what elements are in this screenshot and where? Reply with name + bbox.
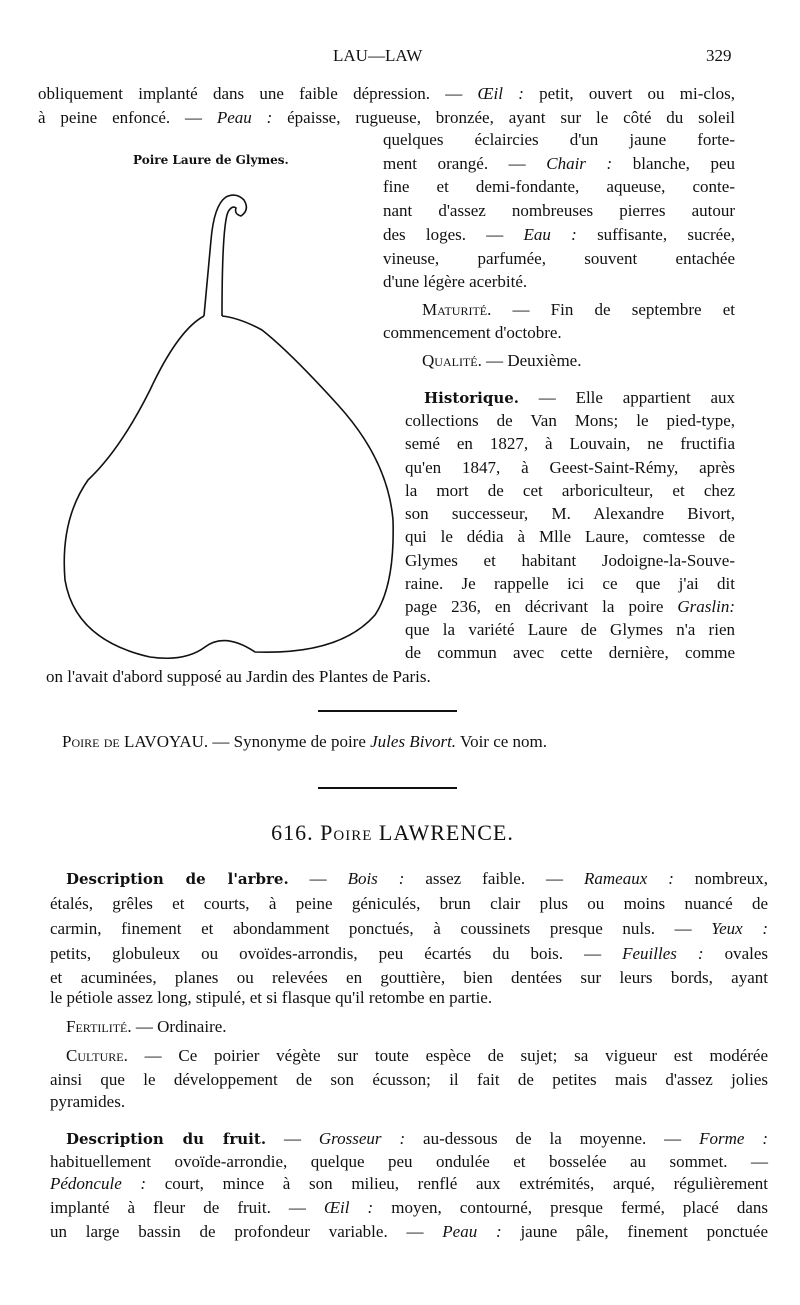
figure-caption: Poire Laure de Glymes. <box>133 153 289 167</box>
text-run: à peine enfoncé. — <box>38 108 217 127</box>
text-run: — Deuxième. <box>481 351 582 370</box>
text-line <box>38 108 735 128</box>
text-line <box>405 504 735 524</box>
text-run: suffisante, sucrée, <box>576 225 736 244</box>
small-caps-label: Maturité. <box>422 300 492 319</box>
text-line <box>383 154 735 174</box>
text-line <box>405 527 735 547</box>
text-line <box>66 869 768 889</box>
text-run: pyramides. <box>50 1092 126 1111</box>
text-run: jaune pâle, finement ponctuée <box>501 1222 768 1241</box>
section-title <box>0 820 785 846</box>
small-caps-label: Fertilité. <box>66 1017 132 1036</box>
pear-outline <box>64 316 393 658</box>
text-run: court, mince à son milieu, renflé aux extrémités, arqué, régulièrement <box>146 1174 768 1193</box>
text-run: Glymes et habitant Jodoigne-la-Souve- <box>405 551 735 570</box>
pear-stem <box>204 195 246 316</box>
italic-term: Yeux : <box>711 919 768 938</box>
text-line <box>66 1017 466 1037</box>
text-line <box>383 249 735 269</box>
italic-term: Pédoncule : <box>50 1174 147 1193</box>
text-run: Voir ce nom. <box>456 732 548 751</box>
italic-term: Jules Bivort. <box>370 732 457 751</box>
text-run: — Ce poirier végète sur toute espèce de sujet; sa vigueur est modérée <box>127 1046 768 1065</box>
run-in-heading: Historique. <box>424 389 520 407</box>
small-caps-label: Culture. <box>66 1046 128 1065</box>
text-run: nant d'assez nombreuses pierres autour <box>383 201 735 220</box>
text-line <box>422 300 735 320</box>
text-run: — Fin de septembre et <box>491 300 735 319</box>
text-run: obliquement implanté dans une faible dépression. — <box>38 84 478 103</box>
italic-term: Graslin: <box>677 597 735 616</box>
text-line <box>50 1174 768 1194</box>
divider <box>318 787 457 789</box>
small-caps-label: Qualité. <box>422 351 482 370</box>
text-run: carmin, finement et abondamment ponctués, à coussinets presque nuls. — <box>50 919 712 938</box>
text-run: vineuse, parfumée, souvent entachée <box>383 249 735 268</box>
text-run: de commun avec cette dernière, comme <box>405 643 735 662</box>
italic-term: Feuilles : <box>622 944 704 963</box>
page-number: 329 <box>706 46 732 65</box>
text-run: habituellement ovoïde-arrondie, quelque peu ondulée et bosselée au sommet. — <box>50 1152 768 1171</box>
text-run: moyen, contourné, presque fermé, placé dans <box>373 1198 768 1217</box>
text-run: — <box>266 1129 319 1148</box>
text-line <box>405 597 735 617</box>
text-line <box>383 225 735 245</box>
text-run: quelques éclaircies d'un jaune forte- <box>383 130 735 149</box>
text-run: la mort de cet arboriculteur, et chez <box>405 481 735 500</box>
text-run: LAVOYAU. — Synonyme de poire <box>119 732 371 751</box>
italic-term: Bois : <box>347 869 405 888</box>
text-run: commencement d'octobre. <box>383 323 562 342</box>
text-line <box>50 1222 768 1242</box>
text-run: étalés, grêles et courts, à peine géniculés, brun clair plus ou moins nuancé de <box>50 894 768 913</box>
run-in-heading: Description de l'arbre. <box>66 870 289 888</box>
text-line <box>422 351 735 371</box>
italic-term: Œil : <box>323 1198 374 1217</box>
italic-term: Œil : <box>477 84 524 103</box>
italic-term: Peau : <box>442 1222 502 1241</box>
text-run: — Ordinaire. <box>131 1017 227 1036</box>
run-in-heading: Description du fruit. <box>66 1130 267 1148</box>
text-run: on l'avait d'abord supposé au Jardin des Plantes de Paris. <box>46 667 431 686</box>
text-line <box>424 388 735 408</box>
text-line <box>405 458 735 478</box>
text-run: épaisse, rugueuse, bronzée, ayant sur le côté du soleil <box>272 108 735 127</box>
text-line <box>50 1092 350 1112</box>
text-run: d'une légère acerbité. <box>383 272 528 291</box>
text-line <box>46 667 546 687</box>
text-line <box>405 643 735 663</box>
text-run: que la variété Laure de Glymes n'a rien <box>405 620 735 639</box>
text-line <box>50 1152 768 1172</box>
text-run: implanté à fleur de fruit. — <box>50 1198 324 1217</box>
text-run: son successeur, M. Alexandre Bivort, <box>405 504 735 523</box>
text-line <box>383 323 735 343</box>
text-run: assez faible. — <box>404 869 584 888</box>
text-run: et acuminées, planes ou relevées en gouttière, bien dentées sur leurs bords, ayant <box>50 968 768 987</box>
text-run: un large bassin de profondeur variable. — <box>50 1222 443 1241</box>
text-line <box>405 481 735 501</box>
text-run: ovales <box>703 944 769 963</box>
italic-term: Eau : <box>523 225 577 244</box>
text-run: collections de Van Mons; le pied-type, <box>405 411 735 430</box>
text-line <box>50 944 768 964</box>
text-run: petits, globuleux ou ovoïdes-arrondis, peu écartés du bois. — <box>50 944 623 963</box>
text-run: qu'en 1847, à Geest-Saint-Rémy, après <box>405 458 735 477</box>
text-line <box>383 177 735 197</box>
text-run: — <box>288 869 348 888</box>
running-title: LAU—LAW <box>333 46 423 65</box>
text-line <box>383 130 735 150</box>
text-line <box>66 1046 768 1066</box>
text-run: ainsi que le développement de son écusson; il fait de petites mais d'assez jolies <box>50 1070 768 1089</box>
small-caps-label: Poire de <box>62 732 120 751</box>
italic-term: Rameaux : <box>584 869 674 888</box>
text-line <box>50 1070 768 1090</box>
section-name: LAWRENCE. <box>378 820 514 845</box>
text-line <box>405 434 735 454</box>
text-line <box>50 1198 768 1218</box>
text-line <box>38 84 735 104</box>
text-line <box>405 620 735 640</box>
text-run: semé en 1827, à Louvain, ne fructifia <box>405 434 735 453</box>
italic-term: Forme : <box>699 1129 769 1148</box>
text-line <box>383 272 735 292</box>
text-line <box>405 574 735 594</box>
text-run: qui le dédia à Mlle Laure, comtesse de <box>405 527 735 546</box>
italic-term: Peau : <box>216 108 273 127</box>
text-run: page 236, en décrivant la poire <box>405 597 678 616</box>
text-run: le pétiole assez long, stipulé, et si flasque qu'il retombe en partie. <box>50 988 493 1007</box>
italic-term: Grosseur : <box>318 1129 406 1148</box>
text-run: blanche, peu <box>612 154 736 173</box>
text-line <box>50 968 768 988</box>
section-number: 616. <box>271 820 314 845</box>
divider <box>318 710 457 712</box>
text-run: nombreux, <box>673 869 768 888</box>
text-run: au-dessous de la moyenne. — <box>405 1129 700 1148</box>
text-run: fine et demi-fondante, aqueuse, conte- <box>383 177 735 196</box>
text-line <box>50 894 768 914</box>
text-run: — Elle appartient aux <box>519 388 735 407</box>
text-run: des loges. — <box>383 225 524 244</box>
text-line <box>383 201 735 221</box>
text-run: ment orangé. — <box>383 154 547 173</box>
text-line <box>62 732 662 752</box>
text-run: petit, ouvert ou mi-clos, <box>523 84 736 103</box>
text-run: raine. Je rappelle ici ce que j'ai dit <box>405 574 735 593</box>
text-line <box>405 551 735 571</box>
text-line <box>50 988 768 1008</box>
text-line <box>66 1129 768 1149</box>
italic-term: Chair : <box>546 154 613 173</box>
text-line <box>405 411 735 431</box>
section-prefix: Poire <box>320 820 373 845</box>
text-line <box>50 919 768 939</box>
